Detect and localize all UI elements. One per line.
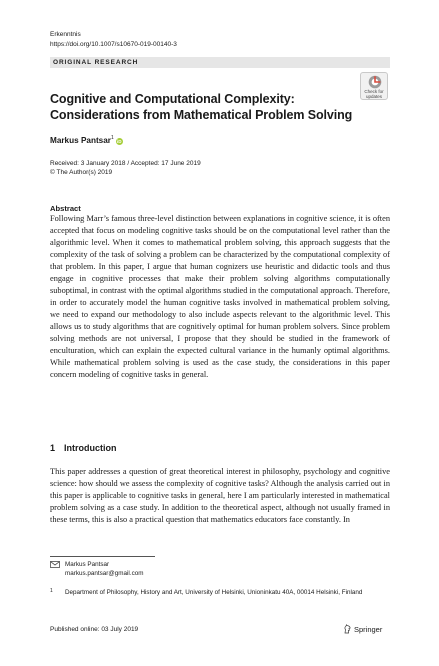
introduction-text: This paper addresses a question of great theoretical interest in philosophy, psychology and cognitive science: how should we assess the complexity of cognitive tasks? Although the analysis carried out in this paper is applicable to cognitive tasks in general, here I am particularly interested in mathematical problem solving as a case study. In addition to the theoretical aspect, although not usually framed in these terms, this is also a practical question that mathematics educators face constantly. In (50, 467, 390, 524)
publisher-name: Springer (354, 625, 383, 634)
received-accepted-dates: Received: 3 January 2018 / Accepted: 17 June 2019 (50, 160, 201, 167)
orcid-icon[interactable]: iD (117, 139, 122, 144)
affiliation-marker: 1 (50, 588, 53, 594)
author-line (50, 135, 123, 145)
springer-horse-icon (343, 624, 352, 634)
corresponding-author-name: Markus Pantsar (65, 561, 110, 568)
publisher-logo (343, 624, 382, 635)
mail-icon (50, 561, 60, 568)
copyright-notice: © The Author(s) 2019 (50, 169, 113, 176)
author-affiliation-marker: 1 (110, 135, 114, 141)
published-online-date: Published online: 03 July 2019 (50, 626, 139, 633)
badge-line-2: updates (365, 94, 382, 99)
article-title: Cognitive and Computational Complexity: Considerations from Mathematical Problem Solving (50, 92, 353, 122)
badge-line-1: Check for (364, 89, 384, 94)
crossmark-icon (368, 75, 382, 89)
section-number: 1 (50, 443, 56, 453)
section-title: Introduction (64, 443, 117, 453)
journal-name: Erkenntnis (50, 31, 81, 38)
footnote-divider (50, 556, 155, 557)
abstract-text: Following Marr’s famous three-level distinction between explanations in cognitive science, it is often accepted that focus on modeling cognitive tasks should be on the computational level rather than the algorithmic level. When it comes to mathematical problem solving, this approach suggests that the complexity of the task of solving a problem can be characterized by the computational complexity of that problem. In this paper, I argue that human cognizers use heuristic and didactic tools and thus engage in cognitive processes that make their problem solving algorithms computationally suboptimal, in contrast with the optimal algorithms studied in the computational approach. Therefore, in order to accurately model the human cognitive tasks involved in mathematical problem solving, we need to expand our methodology to also include aspects relevant to the algorithmic level. This allows us to study algorithms that are cognitively optimal for human problem solvers. Since problem solving methods are not universal, I propose that they should be studied in the framework of enculturation, which can explain the expected cultural variance in the humanly optimal algorithms. While mathematical problem solving is used as the case study, the considerations in this paper concern modeling of cognitive tasks in general. (50, 214, 390, 379)
check-for-updates-badge[interactable] (360, 72, 388, 100)
article-type-bar: ORIGINAL RESEARCH (50, 57, 390, 68)
section-heading (50, 443, 117, 453)
doi-link[interactable]: https://doi.org/10.1007/s10670-019-00140-3 (50, 41, 177, 48)
author-affiliation: Department of Philosophy, History and Art, University of Helsinki, Unioninkatu 40A, 00014 Helsinki, Finland (65, 589, 363, 596)
corresponding-author-email[interactable]: markus.pantsar@gmail.com (65, 570, 144, 577)
author-name[interactable]: Markus Pantsar (50, 136, 111, 145)
abstract-heading: Abstract (50, 204, 81, 213)
